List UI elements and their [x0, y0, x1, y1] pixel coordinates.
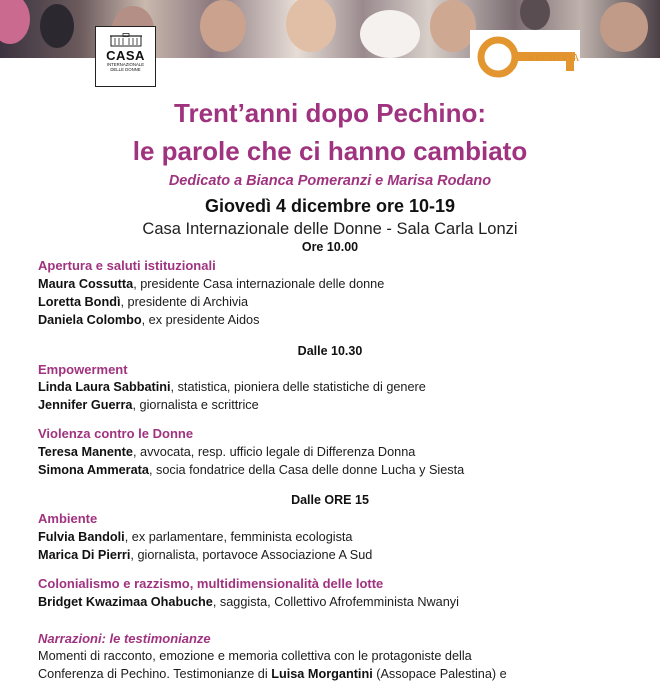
section-narrazioni: Narrazioni: le testimonianze [38, 631, 211, 646]
logo-casa-subtext-2: DELLE DONNE [110, 67, 141, 72]
speaker-row [38, 295, 248, 309]
speaker-name: Teresa Manente [38, 445, 133, 459]
speaker-role: , avvocata, resp. ufficio legale di Differenza Donna [132, 445, 416, 459]
narrazioni-text-line-1: Momenti di racconto, emozione e memoria collettiva con le protagoniste della [38, 649, 472, 663]
time-slot-1: Ore 10.00 [301, 240, 359, 254]
narrazioni-text-line-2 [38, 667, 507, 681]
section-apertura: Apertura e saluti istituzionali [38, 258, 216, 273]
speaker-row [38, 530, 353, 544]
speaker-name: Fulvia Bandoli [38, 530, 125, 544]
time-slot-3: Dalle ORE 15 [291, 493, 369, 507]
speaker-name: Daniela Colombo [38, 313, 142, 327]
building-icon [110, 33, 142, 47]
speaker-row [38, 398, 259, 412]
speaker-name: Luisa Morgantini [271, 667, 373, 681]
speaker-name: Maura Cossutta [38, 277, 134, 291]
speaker-role: , giornalista, portavoce Associazione A Sud [130, 548, 373, 562]
speaker-name: Jennifer Guerra [38, 398, 133, 412]
speaker-name: Loretta Bondì [38, 295, 121, 309]
narrazioni-text: (Assopace Palestina) e [372, 667, 507, 681]
speaker-row [38, 313, 259, 327]
speaker-row [38, 277, 384, 291]
speaker-name: Bridget Kwazimaa Ohabuche [38, 595, 213, 609]
casa-internazionale-logo [95, 26, 156, 87]
logo-casa-text: CASA [106, 48, 145, 63]
archivia-logo [470, 30, 580, 80]
event-title-line-1: Trent’anni dopo Pechino: [174, 98, 486, 128]
speaker-row [38, 445, 415, 459]
speaker-row [38, 595, 459, 609]
section-violenza: Violenza contro le Donne [38, 426, 194, 441]
event-dedication: Dedicato a Bianca Pomeranzi e Marisa Rodano [168, 173, 492, 189]
speaker-name: Marica Di Pierri [38, 548, 131, 562]
event-date: Giovedì 4 dicembre ore 10-19 [204, 196, 456, 216]
section-empowerment: Empowerment [38, 362, 128, 377]
speaker-row [38, 380, 426, 394]
speaker-role: , ex parlamentare, femminista ecologista [124, 530, 353, 544]
event-title-line-2: le parole che ci hanno cambiato [132, 136, 528, 166]
logo-casa-subtext-1: INTERNAZIONALE [106, 62, 145, 67]
section-colonialismo: Colonialismo e razzismo, multidimensionalità delle lotte [38, 576, 384, 591]
time-slot-2: Dalle 10.30 [297, 344, 363, 358]
archivia-logo-text: ARCHIVIA [527, 53, 580, 64]
speaker-row [38, 548, 372, 562]
speaker-role: , statistica, pioniera delle statistiche di genere [170, 380, 426, 394]
speaker-name: Linda Laura Sabbatini [38, 380, 171, 394]
speaker-row [38, 463, 464, 477]
speaker-role: , ex presidente Aidos [141, 313, 260, 327]
speaker-role: , presidente di Archivia [120, 295, 249, 309]
narrazioni-text: Conferenza di Pechino. Testimonianze di [38, 667, 272, 681]
event-venue: Casa Internazionale delle Donne - Sala Carla Lonzi [142, 220, 518, 238]
speaker-role: , socia fondatrice della Casa delle donne Lucha y Siesta [148, 463, 465, 477]
speaker-name: Simona Ammerata [38, 463, 149, 477]
section-ambiente: Ambiente [38, 511, 98, 526]
speaker-role: , presidente Casa internazionale delle donne [133, 277, 385, 291]
speaker-role: , giornalista e scrittrice [132, 398, 259, 412]
speaker-role: , saggista, Collettivo Afrofemminista Nwanyi [212, 595, 459, 609]
